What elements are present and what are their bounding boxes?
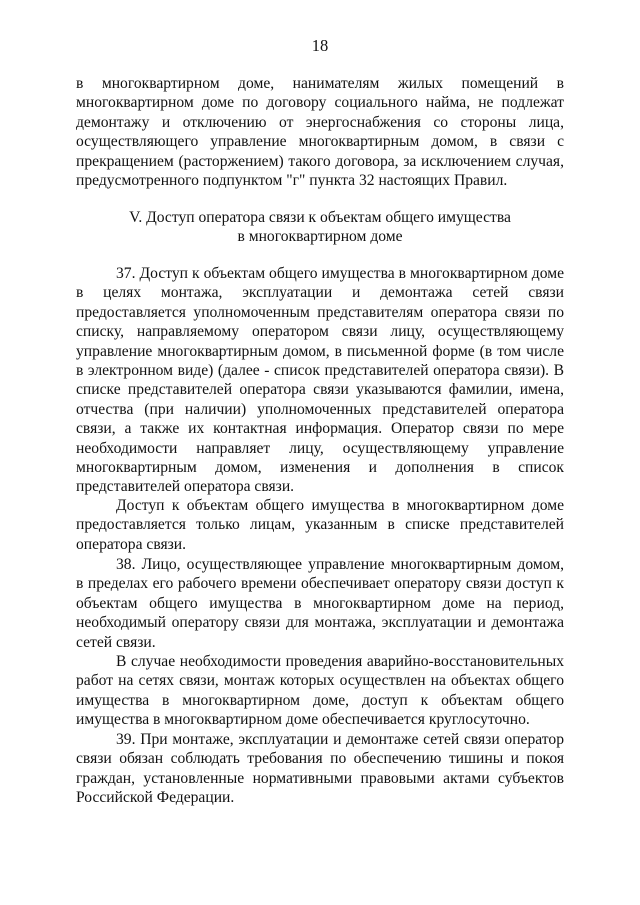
section-title-line-2: в многоквартирном доме xyxy=(237,228,403,246)
paragraph-38-emergency: В случае необходимости проведения аварийно-восстановительных работ на сетях связи, монтаж которых осуществлен на объектах общего имущества в многоквартирном доме, доступ к объектам общего имущества в многоквартирном доме обеспечивается круглосуточно. xyxy=(76,653,564,729)
paragraph-38: 38. Лицо, осуществляющее управление многоквартирным домом, в пределах его рабочего времени обеспечивает оператору связи доступ к объектам общего имущества в многоквартирном доме на период, необходимый оператору связи для монтажа, эксплуатации и демонтажа сетей связи. xyxy=(76,556,564,651)
page-number: 18 xyxy=(311,36,329,55)
paragraph-37: 37. Доступ к объектам общего имущества в многоквартирном доме в целях монтажа, эксплуатации и демонтажа сетей связи предоставляется уполномоченным представителям оператора связи по списку, направляемому оператором связи лицу, осуществляющему управление многоквартирным домом, в письменной форме (в том числе в электронном виде) (далее - список представителей оператора связи). В списке представителей оператора связи указываются фамилии, имена, отчества (при наличии) уполномоченных представителей оператора связи, а также их контактная информация. Оператор связи по мере необходимости направляет лицу, осуществляющему управление многоквартирным домом, изменения и дополнения в список представителей оператора связи. xyxy=(76,265,564,496)
paragraph-continuation: в многоквартирном доме, нанимателям жилых помещений в многоквартирном доме по договору социального найма, не подлежат демонтажу и отключению от энергоснабжения со стороны лица, осуществляющего управление многоквартирным домом, в связи с прекращением (расторжением) такого договора, за исключением случая, предусмотренного подпунктом "г" пункта 32 настоящих Правил. xyxy=(76,75,564,190)
paragraph-37-access: Доступ к объектам общего имущества в многоквартирном доме предоставляется только лицам, указанным в списке представителей оператора связи. xyxy=(76,497,564,553)
paragraph-39: 39. При монтаже, эксплуатации и демонтаже сетей связи оператор связи обязан соблюдать требования по обеспечению тишины и покоя граждан, установленные нормативными правовыми актами субъектов Российской Федерации. xyxy=(76,731,564,807)
section-title-line-1: V. Доступ оператора связи к объектам общего имущества xyxy=(129,209,511,226)
section-title xyxy=(76,208,564,247)
